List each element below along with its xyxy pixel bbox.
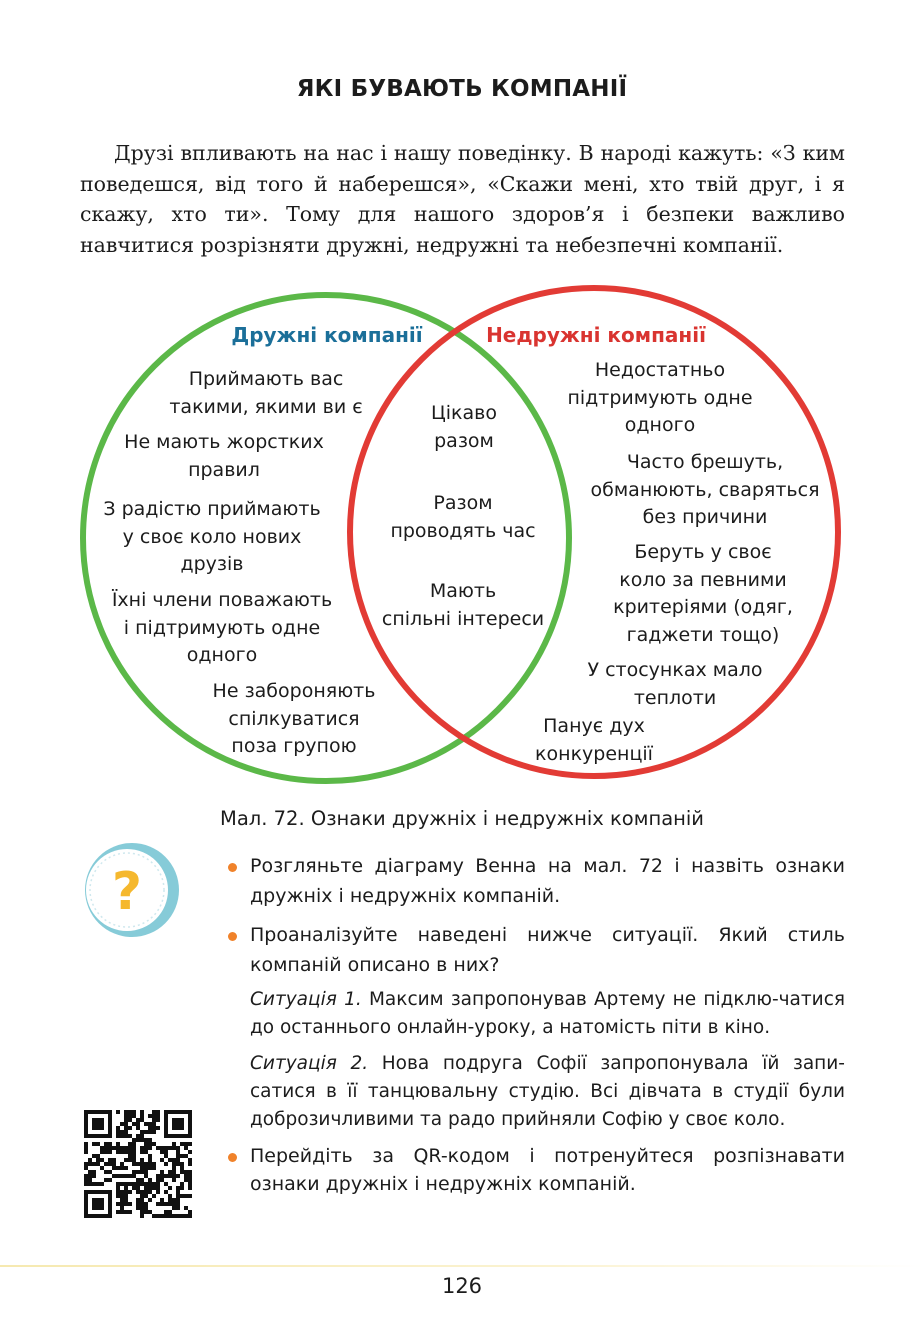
task-list bbox=[250, 852, 845, 1208]
bullet-icon bbox=[228, 1153, 237, 1162]
question-mark-icon bbox=[80, 840, 184, 940]
task-text: Перейдіть за QR-кодом і потренуйтеся розпізнавати ознаки дружніх і недружніх компаній. bbox=[250, 1145, 845, 1195]
qr-code-graphic[interactable] bbox=[84, 1110, 192, 1218]
unfriendly-item: Недостатньо підтримують одне одного bbox=[567, 359, 753, 436]
situation-text: Максим запропонував Артему не підклю-чатися до останнього онлайн-уроку, а натомість піти в кіно. bbox=[250, 989, 845, 1038]
common-item: Цікаво разом bbox=[431, 402, 497, 452]
friendly-title: Дружні компанії bbox=[231, 323, 423, 347]
unfriendly-item: Панує дух конкуренції bbox=[535, 715, 653, 765]
question-glyph: ? bbox=[111, 862, 143, 922]
friendly-item: Їхні члени поважають і підтримують одне одного bbox=[111, 589, 333, 666]
task-text: Проаналізуйте наведені нижче ситуації. Який стиль компаній описано в них? bbox=[250, 924, 845, 976]
footer-divider bbox=[0, 1265, 924, 1267]
intro-paragraph: Друзі впливають на нас і нашу поведінку. В народі кажуть: «З ким поведешся, від того й наберешся», «Скажи мені, хто твій друг, і я скажу, хто ти». Тому для нашого здоров’я і безпеки важливо навчитися розрізняти дружні, недружні та небезпечні компанії. bbox=[80, 141, 845, 257]
task-text: Розгляньте діаграму Венна на мал. 72 і назвіть ознаки дружніх і недружніх компаній. bbox=[250, 855, 845, 907]
bullet-icon bbox=[228, 863, 237, 872]
common-item: Мають спільні інтереси bbox=[381, 580, 545, 630]
figure-caption: Мал. 72. Ознаки дружніх і недружніх компаній bbox=[220, 807, 704, 830]
venn-diagram bbox=[0, 280, 924, 800]
common-item: Разом проводять час bbox=[390, 492, 536, 542]
bullet-icon bbox=[228, 932, 237, 941]
section-title: ЯКІ БУВАЮТЬ КОМПАНІЇ bbox=[296, 76, 628, 102]
question-badge bbox=[80, 840, 184, 940]
situation-label: Ситуація 1. bbox=[250, 989, 362, 1010]
situation-1 bbox=[250, 986, 845, 1042]
friendly-item: З радістю приймають у своє коло нових друзів bbox=[103, 498, 321, 575]
task-item bbox=[250, 1142, 845, 1198]
task-item bbox=[250, 921, 845, 980]
situation-2 bbox=[250, 1050, 845, 1134]
qr-code-icon[interactable] bbox=[84, 1110, 192, 1218]
situation-label: Ситуація 2. bbox=[250, 1053, 369, 1074]
situation-text: Нова подруга Софії запропонувала їй запи-сатися в її танцювальну студію. Всі дівчата в студії були доброзичливими та радо прийняли Софію у своє коло. bbox=[250, 1053, 845, 1130]
unfriendly-title: Недружні компанії bbox=[486, 323, 706, 347]
unfriendly-item: Беруть у своє коло за певними критеріями (одяг, гаджети тощо) bbox=[613, 541, 793, 646]
page-number: 126 bbox=[441, 1274, 483, 1298]
task-item bbox=[250, 852, 845, 911]
friendly-item: Не забороняють спілкуватися поза групою bbox=[212, 680, 376, 757]
unfriendly-item: Часто брешуть, обманюють, сваряться без причини bbox=[590, 451, 820, 528]
friendly-item: Не мають жорстких правил bbox=[124, 431, 324, 481]
unfriendly-item: У стосунках мало теплоти bbox=[587, 659, 763, 709]
friendly-item: Приймають вас такими, якими ви є bbox=[169, 368, 363, 418]
